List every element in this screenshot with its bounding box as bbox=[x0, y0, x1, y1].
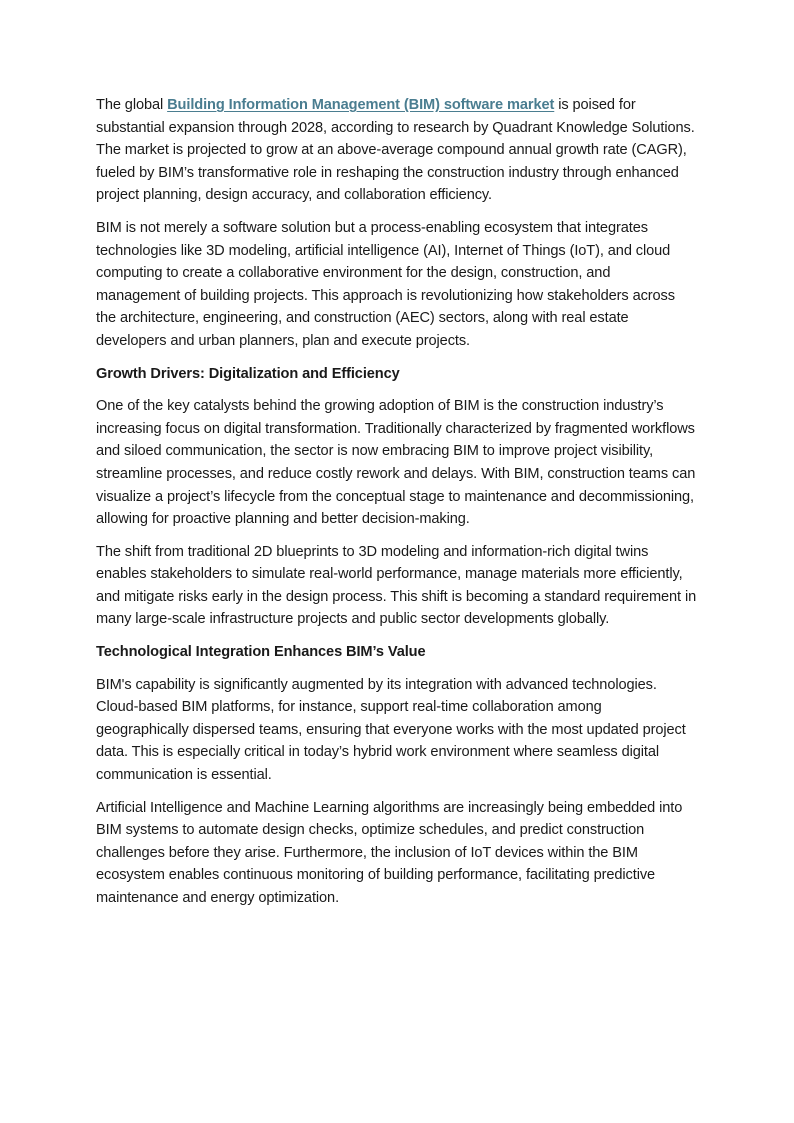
growth-drivers-paragraph-2: The shift from traditional 2D blueprints to 3D modeling and information-rich digital twins enables stakeholders to simulate real-world performance, manage materials more efficiently, and mitigate risks early in the design process. This shift is becoming a standard requirement in many large-scale infrastructure projects and public sector developments globally. bbox=[96, 543, 697, 628]
intro-suffix: is poised for substantial expansion through 2028, according to research by Quadrant Knowledge Solutions. The market is projected to grow at an above-average compound annual growth rate (CAGR), fueled by BIM’s transformative role in reshaping the construction industry through enhanced project planning, design accuracy, and collaboration efficiency. bbox=[96, 97, 695, 204]
bim-market-link[interactable]: Building Information Management (BIM) software market bbox=[167, 97, 555, 113]
intro-paragraph bbox=[96, 94, 698, 207]
growth-drivers-heading: Growth Drivers: Digitalization and Efficiency bbox=[96, 365, 400, 382]
intro-prefix: The global bbox=[96, 97, 168, 113]
tech-integration-heading: Technological Integration Enhances BIM’s Value bbox=[96, 644, 426, 661]
tech-integration-paragraph-1: BIM's capability is significantly augmented by its integration with advanced technologies. Cloud-based BIM platforms, for instance, support real-time collaboration among geographically dispersed teams, ensuring that everyone works with the most updated project data. This is especially critical in today’s hybrid work environment where seamless digital communication is essential. bbox=[96, 676, 686, 784]
growth-drivers-paragraph-1: One of the key catalysts behind the growing adoption of BIM is the construction industry’s increasing focus on digital transformation. Traditionally characterized by fragmented workflows and siloed communication, the sector is now embracing BIM to improve project visibility, streamline processes, and reduce costly rework and delays. With BIM, construction teams can visualize a project’s lifecycle from the conceptual stage to maintenance and decommissioning, allowing for proactive planning and better decision-making. bbox=[96, 398, 696, 528]
ecosystem-paragraph: BIM is not merely a software solution but a process-enabling ecosystem that integrates technologies like 3D modeling, artificial intelligence (AI), Internet of Things (IoT), and cloud computing to create a collaborative environment for the design, construction, and management of building projects. This approach is revolutionizing how stakeholders across the architecture, engineering, and construction (AEC) sectors, along with real estate developers and urban planners, plan and execute projects. bbox=[96, 219, 675, 349]
tech-integration-paragraph-2: Artificial Intelligence and Machine Learning algorithms are increasingly being embedded into BIM systems to automate design checks, optimize schedules, and predict construction challenges before they arise. Furthermore, the inclusion of IoT devices within the BIM ecosystem enables continuous monitoring of building performance, facilitating predictive maintenance and energy optimization. bbox=[96, 799, 683, 906]
document-page bbox=[96, 94, 698, 920]
